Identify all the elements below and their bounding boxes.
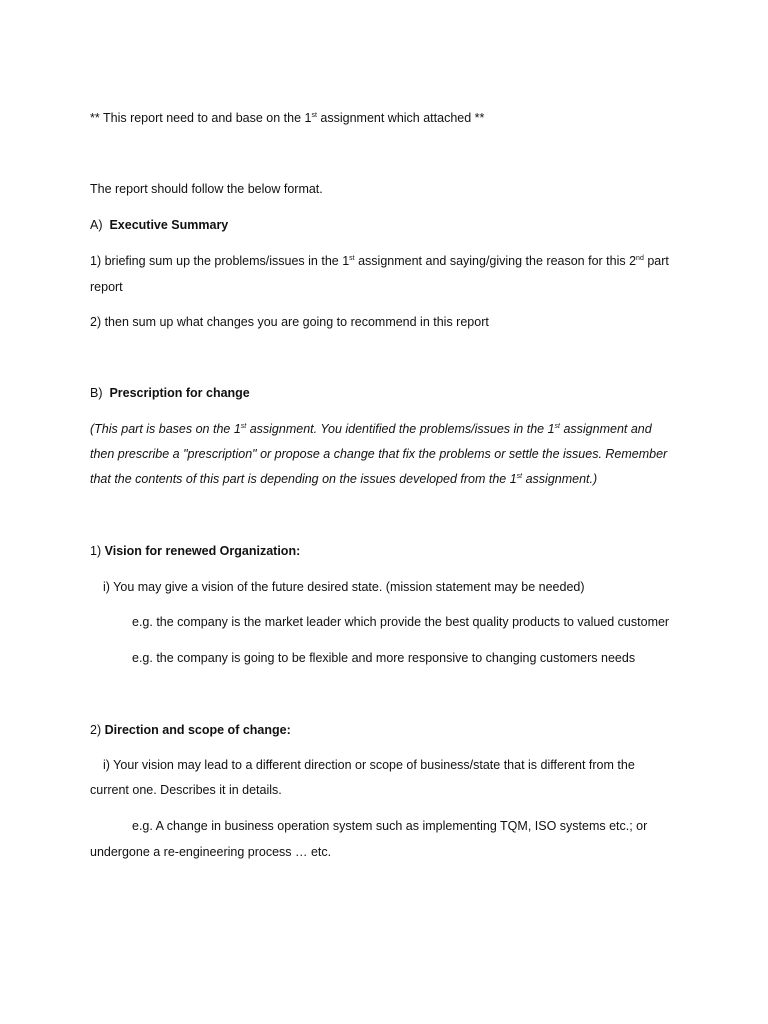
note-text: that the contents of this part is depending on the issues developed from the 1 (90, 472, 517, 486)
item-text: part (643, 254, 669, 268)
superscript: st (240, 423, 247, 430)
section-b-title: Prescription for change (109, 386, 250, 400)
section-a-item-1 (90, 253, 669, 269)
section-b-note-line-2: then prescribe a "prescription" or propose a change that fix the problems or settle the issues. Remember (90, 447, 668, 461)
section-a-item-2: 2) then sum up what changes you are going to recommend in this report (90, 315, 489, 329)
point-1-number: 1) (90, 544, 102, 558)
point-2-sub-i-line-1: i) Your vision may lead to a different direction or scope of business/state that is different from the (103, 758, 635, 772)
section-a-marker: A) (90, 218, 103, 232)
section-b-note-line-1 (90, 421, 652, 437)
section-a-heading (90, 217, 228, 233)
superscript: st (516, 473, 523, 480)
note-text: assignment. You identified the problems/issues in the 1 (246, 422, 555, 436)
point-2-title: Direction and scope of change: (104, 723, 291, 737)
section-b-heading (90, 385, 250, 401)
section-a-title: Executive Summary (109, 218, 229, 232)
header-note (90, 110, 484, 126)
point-1-example-2: e.g. the company is going to be flexible and more responsive to changing customers needs (132, 651, 636, 665)
item-text: assignment and saying/giving the reason for this 2 (354, 254, 637, 268)
point-1-title: Vision for renewed Organization: (104, 544, 301, 558)
point-2-heading (90, 722, 291, 738)
point-2-example-line-1: e.g. A change in business operation system such as implementing TQM, ISO systems etc.; or (132, 819, 648, 833)
note-text: assignment and (559, 422, 652, 436)
point-1-heading (90, 543, 300, 559)
point-2-sub-i-line-2: current one. Describes it in details. (90, 783, 282, 797)
point-1-sub-i: i) You may give a vision of the future desired state. (mission statement may be needed) (103, 580, 585, 594)
section-b-marker: B) (90, 386, 103, 400)
item-text: 1) briefing sum up the problems/issues in the 1 (90, 254, 350, 268)
superscript: nd (636, 255, 644, 262)
section-a-item-1-continuation: report (90, 280, 123, 294)
header-note-text: ** This report need to and base on the 1 (90, 111, 312, 125)
superscript: st (349, 255, 355, 262)
header-note-text: assignment which attached ** (316, 111, 485, 125)
note-text: (This part is bases on the 1 (90, 422, 241, 436)
point-1-example-1: e.g. the company is the market leader which provide the best quality products to valued customer (132, 615, 670, 629)
intro-text: The report should follow the below format. (90, 182, 323, 196)
superscript: st (311, 112, 317, 119)
point-2-number: 2) (90, 723, 102, 737)
superscript: st (554, 423, 560, 430)
section-b-note-line-3 (90, 471, 597, 487)
note-text: assignment.) (522, 472, 598, 486)
point-2-example-line-2: undergone a re-engineering process … etc. (90, 845, 332, 859)
